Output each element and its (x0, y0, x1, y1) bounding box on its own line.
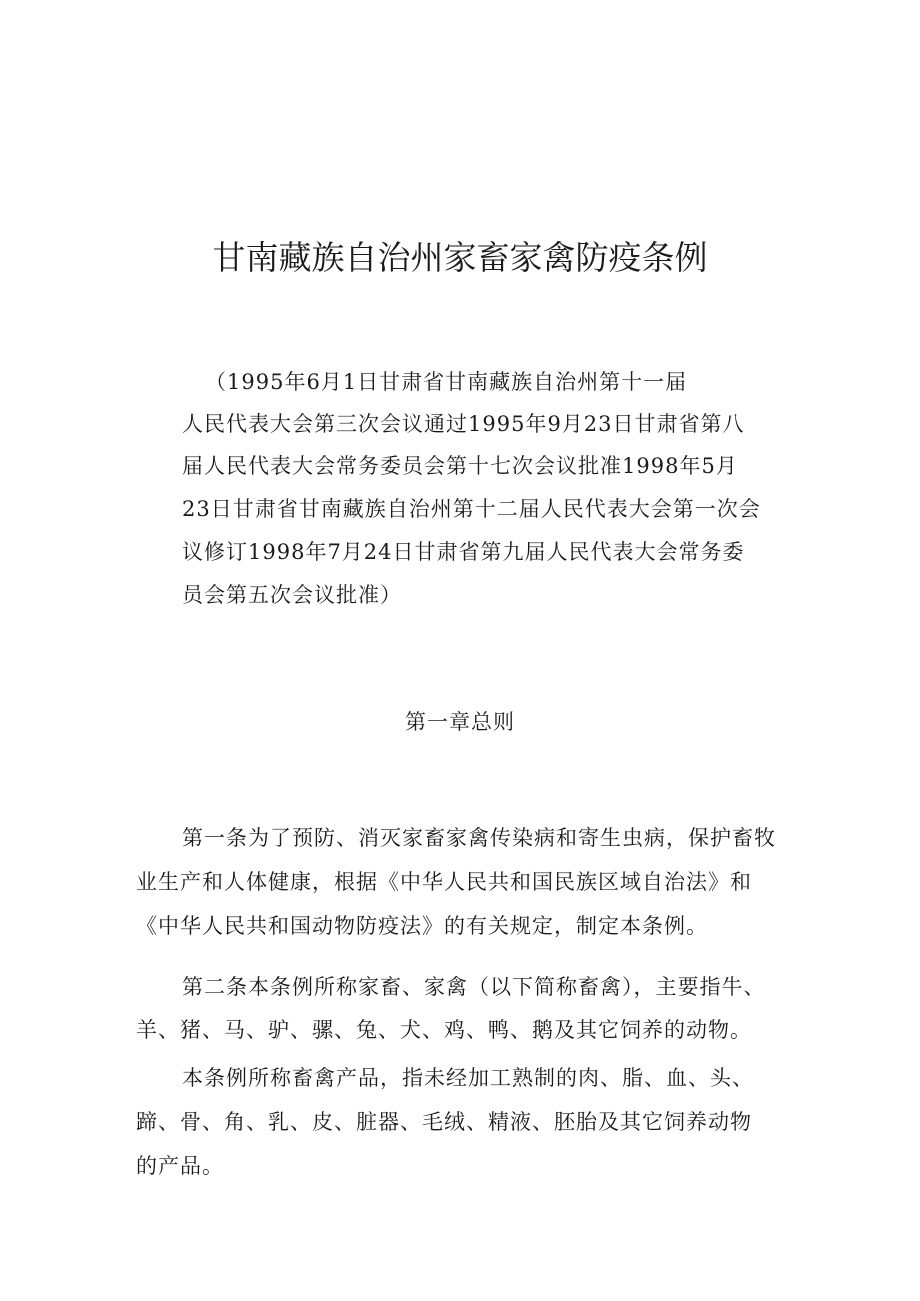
article-line: 本条例所称畜禽产品，指未经加工熟制的肉、脂、血、头、 (182, 1066, 754, 1090)
article-line: 《中华人民共和国动物防疫法》的有关规定，制定本条例。 (136, 914, 708, 938)
document-title: 甘南藏族自治州家畜家禽防疫条例 (212, 238, 708, 277)
article-line: 第一条为了预防、消灭家畜家禽传染病和寄生虫病，保护畜牧 (182, 826, 776, 850)
article-line: 业生产和人体健康，根据《中华人民共和国民族区域自治法》和 (136, 870, 752, 894)
chapter-heading: 第一章总则 (405, 710, 515, 734)
article-line: 的产品。 (136, 1154, 224, 1178)
note-line: （1995年6月1日甘肃省甘南藏族自治州第十一届 (205, 370, 688, 394)
note-line: 员会第五次会议批准） (182, 583, 402, 607)
article-line: 羊、猪、马、驴、骡、兔、犬、鸡、鸭、鹅及其它饲养的动物。 (136, 1018, 752, 1042)
article-line: 第二条本条例所称家畜、家禽（以下简称畜禽），主要指牛、 (182, 975, 766, 999)
note-line: 届人民代表大会常务委员会第十七次会议批准1998年5月 (182, 454, 738, 478)
note-line: 议修订1998年7月24日甘肃省第九届人民代表大会常务委 (182, 540, 745, 564)
note-line: 人民代表大会第三次会议通过1995年9月23日甘肃省第八 (182, 412, 745, 436)
note-line: 23日甘肃省甘南藏族自治州第十二届人民代表大会第一次会 (182, 497, 761, 521)
article-line: 蹄、骨、角、乳、皮、脏器、毛绒、精液、胚胎及其它饲养动物 (136, 1110, 752, 1134)
